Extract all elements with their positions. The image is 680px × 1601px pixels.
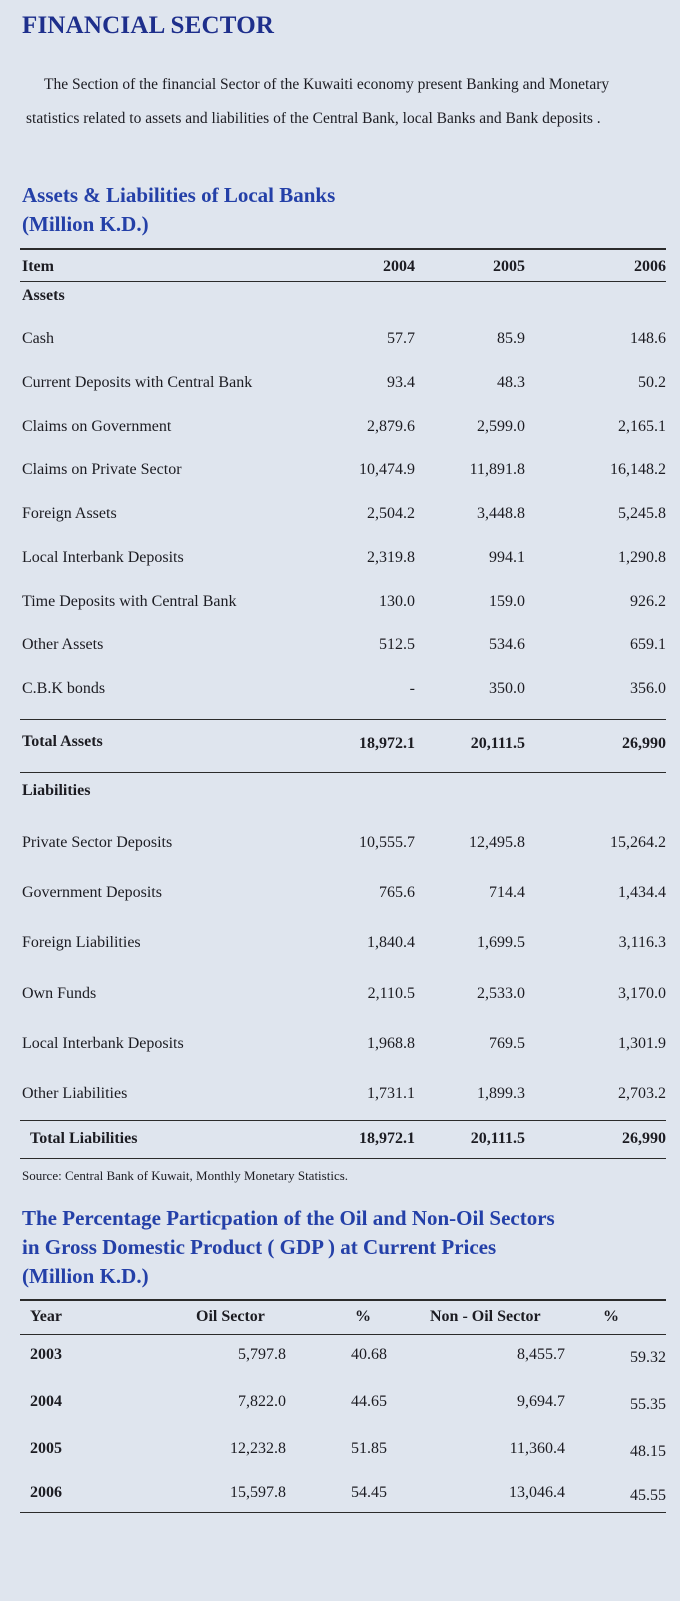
liability-row-2006: 1,301.9 [618, 1035, 666, 1052]
gdp-row-nonoil-pct: 48.15 [630, 1443, 666, 1460]
asset-row-2004: 57.7 [387, 330, 415, 347]
header-item: Item [22, 258, 54, 275]
asset-row-label: Foreign Assets [22, 505, 117, 522]
liability-row-2005: 769.5 [489, 1035, 525, 1052]
liability-row-label: Other Liabilities [22, 1085, 128, 1102]
liability-row-2005: 12,495.8 [469, 834, 525, 851]
liability-row-2004: 1,968.8 [367, 1035, 415, 1052]
asset-row-2004: 2,319.8 [367, 549, 415, 566]
asset-row-2006: 2,165.1 [618, 418, 666, 435]
asset-row-2004: 512.5 [379, 636, 415, 653]
asset-row-2005: 534.6 [489, 636, 525, 653]
asset-row-label: Other Assets [22, 636, 104, 653]
asset-row-2005: 350.0 [489, 680, 525, 697]
liabilities-total-rule [20, 1120, 666, 1121]
total-assets-2004: 18,972.1 [359, 735, 415, 752]
gdp-header-year: Year [30, 1308, 62, 1325]
gdp-row-oil: 15,597.8 [230, 1484, 286, 1501]
asset-row-2004: 93.4 [387, 374, 415, 391]
liability-row-2005: 1,699.5 [477, 934, 525, 951]
gdp-row-year: 2004 [30, 1393, 62, 1410]
liability-row-label: Local Interbank Deposits [22, 1035, 184, 1052]
gdp-row-year: 2006 [30, 1484, 62, 1501]
header-rule [20, 281, 666, 282]
liability-row-2004: 2,110.5 [367, 985, 415, 1002]
liability-row-2005: 714.4 [489, 884, 525, 901]
banks-table-title: Assets & Liabilities of Local Banks (Million K.D.) [22, 183, 336, 236]
asset-row-label: Claims on Private Sector [22, 461, 182, 478]
asset-row-2006: 148.6 [630, 330, 666, 347]
gdp-row-nonoil-pct: 55.35 [630, 1396, 666, 1413]
liabilities-section-label: Liabilities [22, 782, 91, 799]
gdp-header-rule [20, 1334, 666, 1335]
liability-row-2004: 1,840.4 [367, 934, 415, 951]
gdp-row-oil-pct: 51.85 [351, 1440, 387, 1457]
total-liabilities-2004: 18,972.1 [359, 1130, 415, 1147]
gdp-row-oil: 7,822.0 [238, 1393, 286, 1410]
liability-row-2006: 3,116.3 [618, 934, 666, 951]
gdp-row-year: 2005 [30, 1440, 62, 1457]
asset-row-2005: 994.1 [489, 549, 525, 566]
liability-row-label: Private Sector Deposits [22, 834, 173, 851]
gdp-row-nonoil-pct: 59.32 [630, 1349, 666, 1366]
asset-row-2005: 2,599.0 [477, 418, 525, 435]
asset-row-2005: 11,891.8 [469, 461, 525, 478]
asset-row-label: Claims on Government [22, 418, 172, 435]
gdp-top-rule [20, 1299, 666, 1301]
asset-row-2004: 2,879.6 [367, 418, 415, 435]
total-liabilities-2005: 20,111.5 [470, 1130, 525, 1147]
assets-section-label: Assets [22, 287, 65, 304]
liability-row-label: Foreign Liabilities [22, 934, 141, 951]
gdp-bottom-rule [20, 1512, 666, 1513]
gdp-row-oil-pct: 40.68 [351, 1346, 387, 1363]
source-note: Source: Central Bank of Kuwait, Monthly Monetary Statistics. [22, 1168, 349, 1183]
asset-row-label: Current Deposits with Central Bank [22, 374, 253, 391]
liabilities-rule [20, 772, 666, 773]
asset-row-2005: 3,448.8 [477, 505, 525, 522]
table-top-rule [20, 248, 666, 250]
gdp-table-title: The Percentage Particpation of the Oil and Non-Oil Sectors in Gross Domestic Product ( GDP ) at Current Prices (Million K.D.) [22, 1206, 555, 1288]
total-liabilities-2006: 26,990 [622, 1130, 666, 1147]
liability-row-2006: 3,170.0 [618, 985, 666, 1002]
gdp-row-oil: 12,232.8 [230, 1440, 286, 1457]
asset-row-2005: 159.0 [489, 593, 525, 610]
asset-row-2004: - [409, 680, 415, 697]
liability-row-2004: 10,555.7 [359, 834, 415, 851]
asset-row-2005: 85.9 [497, 330, 525, 347]
gdp-row-oil: 5,797.8 [238, 1346, 286, 1363]
header-2006: 2006 [634, 258, 666, 275]
gdp-row-nonoil: 9,694.7 [517, 1393, 565, 1410]
gdp-header-nonoil: Non - Oil Sector [430, 1308, 541, 1325]
liability-row-2006: 15,264.2 [610, 834, 666, 851]
asset-row-2006: 50.2 [638, 374, 666, 391]
asset-row-label: Cash [22, 330, 54, 347]
asset-row-2006: 5,245.8 [618, 505, 666, 522]
total-assets-2006: 26,990 [622, 735, 666, 752]
asset-row-2006: 1,290.8 [618, 549, 666, 566]
asset-row-2004: 2,504.2 [367, 505, 415, 522]
gdp-row-oil-pct: 54.45 [351, 1484, 387, 1501]
header-2005: 2005 [493, 258, 525, 275]
asset-row-2004: 130.0 [379, 593, 415, 610]
liability-row-2006: 1,434.4 [618, 884, 666, 901]
total-liabilities-label: Total Liabilities [30, 1130, 138, 1147]
assets-total-rule [20, 719, 666, 720]
liability-row-2005: 2,533.0 [477, 985, 525, 1002]
liability-row-2004: 765.6 [379, 884, 415, 901]
gdp-row-oil-pct: 44.65 [351, 1393, 387, 1410]
liability-row-label: Own Funds [22, 985, 97, 1002]
liability-row-label: Government Deposits [22, 884, 162, 901]
gdp-row-nonoil-pct: 45.55 [630, 1487, 666, 1504]
asset-row-2006: 659.1 [630, 636, 666, 653]
asset-row-label: C.B.K bonds [22, 680, 106, 697]
total-assets-label: Total Assets [22, 733, 103, 750]
liability-row-2004: 1,731.1 [367, 1085, 415, 1102]
gdp-row-nonoil: 11,360.4 [509, 1440, 565, 1457]
header-2004: 2004 [383, 258, 415, 275]
gdp-header-oil-pct: % [355, 1308, 371, 1325]
table-bottom-rule [20, 1158, 666, 1159]
page-title: FINANCIAL SECTOR [22, 12, 275, 39]
liability-row-2005: 1,899.3 [477, 1085, 525, 1102]
asset-row-2006: 926.2 [630, 593, 666, 610]
gdp-header-oil: Oil Sector [196, 1308, 265, 1325]
asset-row-2005: 48.3 [497, 374, 525, 391]
asset-row-label: Local Interbank Deposits [22, 549, 184, 566]
gdp-row-nonoil: 13,046.4 [509, 1484, 565, 1501]
intro-paragraph: The Section of the financial Sector of the Kuwaiti economy present Banking and Monetary statistics related to assets and liabilities of the Central Bank, local Banks and Bank deposits . [26, 76, 610, 127]
gdp-row-year: 2003 [30, 1346, 62, 1363]
asset-row-label: Time Deposits with Central Bank [22, 593, 237, 610]
asset-row-2006: 356.0 [630, 680, 666, 697]
liability-row-2006: 2,703.2 [618, 1085, 666, 1102]
total-assets-2005: 20,111.5 [470, 735, 525, 752]
gdp-row-nonoil: 8,455.7 [517, 1346, 565, 1363]
gdp-header-nonoil-pct: % [603, 1308, 619, 1325]
asset-row-2006: 16,148.2 [610, 461, 666, 478]
asset-row-2004: 10,474.9 [359, 461, 415, 478]
